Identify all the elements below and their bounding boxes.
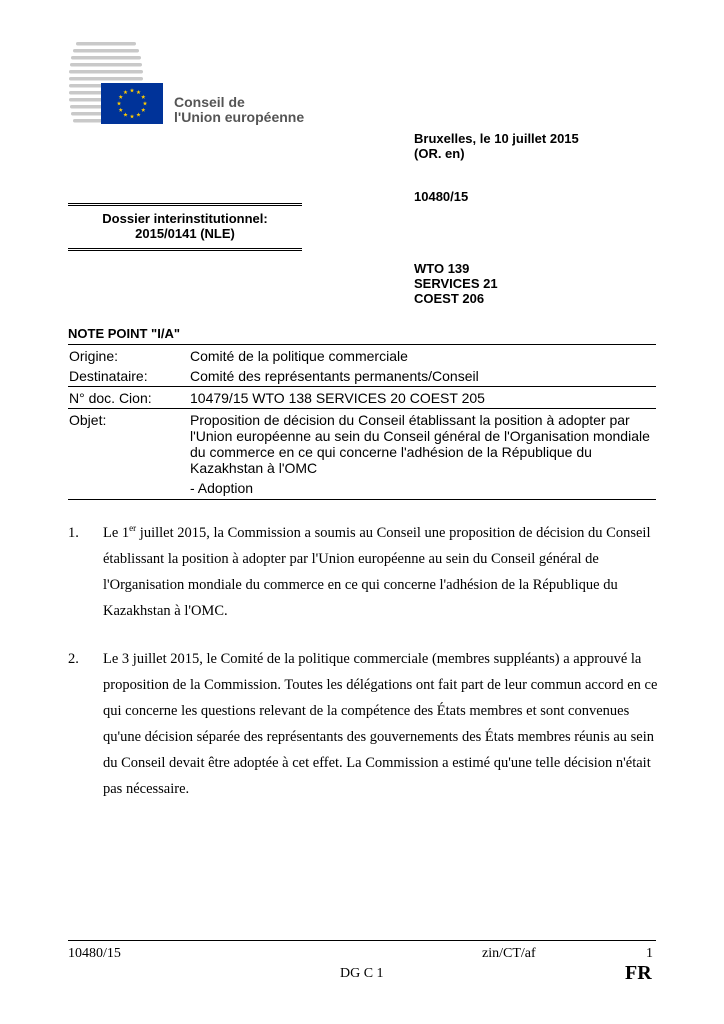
- note-title: NOTE POINT "I/A": [68, 326, 180, 341]
- routing-group: [68, 345, 656, 386]
- row-value: Comité de la politique commerciale: [190, 348, 408, 364]
- row-key: Destinataire:: [69, 368, 148, 384]
- dossier-label: Dossier interinstitutionnel:: [102, 211, 268, 226]
- paragraph-1: [68, 520, 658, 624]
- org-name: [174, 95, 304, 125]
- row-key: Origine:: [69, 348, 119, 364]
- footer-doc-number: 10480/15: [68, 946, 121, 961]
- code-services: SERVICES 21: [414, 276, 498, 291]
- footer-initials: zin/CT/af: [482, 946, 536, 961]
- dossier-text: [68, 206, 302, 241]
- row-key: Objet:: [69, 412, 107, 428]
- paragraph-text: Le 3 juillet 2015, le Comité de la politique commerciale (membres suppléants) a approuvé la proposition de la Commission. Toutes les délégations ont fait part de leur commun accord en ce qui concerne les questions relevant de la compétence des États membres et sont convenues qu'une décision séparée des représentants des gouvernements des États membres réunis au sein du Conseil devait être adoptée à cet effet. La Commission a estimé qu'une telle décision n'était pas nécessaire.: [103, 651, 658, 797]
- code-wto: WTO 139: [414, 261, 470, 276]
- subject-adoption: - Adoption: [190, 480, 254, 496]
- table-row-recipient: [68, 368, 656, 384]
- paragraph-text: Le 1er juillet 2015, la Commission a soumis au Conseil une proposition de décision du Conseil établissant la position à adopter par l'Union européenne au sein du Conseil général de l'Organisation mondiale du commerce en ce qui concerne l'adhésion de la République du Kazakhstan à l'OMC.: [103, 523, 651, 619]
- paragraph-2: [68, 646, 658, 802]
- table-row-subject: [68, 409, 656, 499]
- paragraph-number: 1.: [68, 525, 79, 541]
- code-coest: COEST 206: [414, 291, 485, 306]
- org-name-line2: l'Union européenne: [174, 109, 305, 125]
- footer-dg: DG C 1: [340, 966, 384, 981]
- dossier-number: 2015/0141 (NLE): [135, 226, 235, 241]
- table-row-origin: [68, 348, 656, 364]
- footer-divider: [68, 940, 656, 941]
- footer-page-number: 1: [646, 946, 653, 961]
- row-key: N° doc. Cion:: [69, 390, 152, 406]
- original-language: (OR. en): [414, 146, 465, 161]
- paragraph-number: 2.: [68, 651, 79, 667]
- subject-value: [190, 412, 656, 496]
- subject-text: Proposition de décision du Conseil établissant la position à adopter par l'Union européenne au sein du Conseil général de l'Organisation mondiale du commerce en ce qui concerne l'adhésion de la République du Kazakhstan à l'OMC: [190, 412, 650, 476]
- note-table: [68, 344, 656, 500]
- table-row-doc-cion: [68, 387, 656, 408]
- dossier-box: [68, 203, 302, 251]
- org-name-line1: Conseil de: [174, 94, 245, 110]
- classification-codes: [414, 261, 498, 306]
- document-number: 10480/15: [414, 189, 469, 204]
- place-date-block: [414, 131, 579, 161]
- footer-language: FR: [625, 962, 652, 984]
- place-date: Bruxelles, le 10 juillet 2015: [414, 131, 579, 146]
- row-value: 10479/15 WTO 138 SERVICES 20 COEST 205: [190, 390, 485, 406]
- row-value: Comité des représentants permanents/Conseil: [190, 368, 479, 384]
